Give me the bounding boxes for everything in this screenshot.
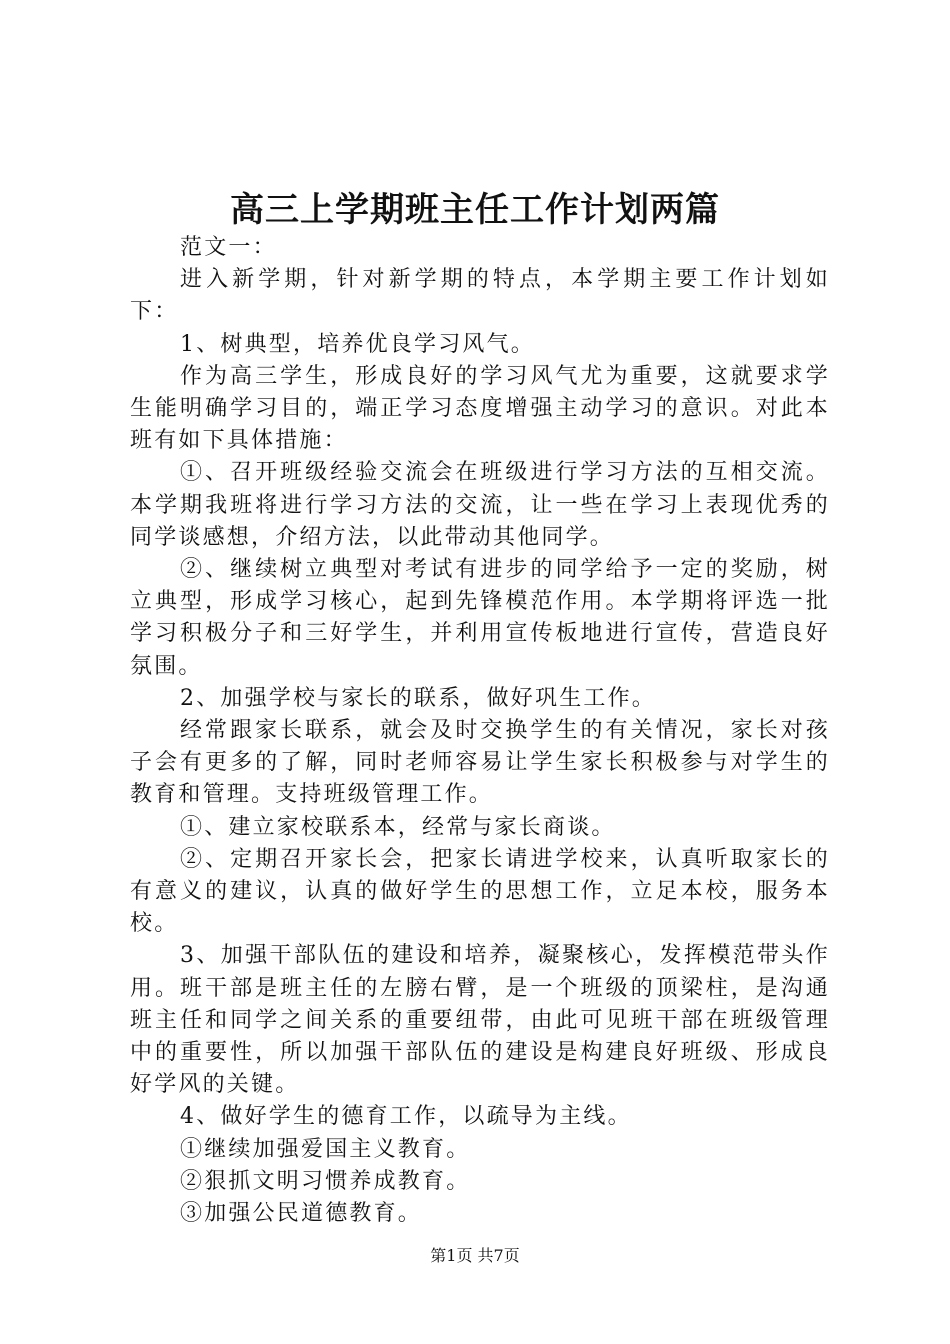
paragraph-measure-4-1: ①继续加强爱国主义教育。 [180,1136,471,1162]
paragraph-parent-contact: 经常跟家长联系，就会及时交换学生的有关情况，家长对孩子会有更多的了解，同时老师容易让学生家长积极参与对学生的教育和管理。支持班级管理工作。 [130,718,830,808]
paragraph-measure-1-2: ②、继续树立典型对考试有进步的同学给予一定的奖励，树立典型，形成学习核心，起到先锋模范作用。本学期将评选一批学习积极分子和三好学生，并利用宣传板地进行宣传，营造良好氛围。 [130,557,830,679]
paragraph-heading-1: 1、树典型，培养优良学习风气。 [180,331,535,357]
paragraph-heading-4: 4、做好学生的德育工作，以疏导为主线。 [180,1104,632,1130]
paragraph-measure-4-2: ②狠抓文明习惯养成教育。 [180,1168,471,1194]
document-title: 高三上学期班主任工作计划两篇 [230,190,720,230]
paragraph-measure-4-3: ③加强公民道德教育。 [180,1201,423,1227]
paragraph-heading-3: 3、加强干部队伍的建设和培养，凝聚核心，发挥模范带头作用。班干部是班主任的左膀右臂，是一个班级的顶梁柱，是沟通班主任和同学之间关系的重要纽带，由此可见班干部在班级管理中的重要性，所以加强干部队伍的建设是构建良好班级、形成良好学风的关键。 [130,943,830,1098]
page-number-footer: 第1页 共7页 [430,1246,520,1265]
paragraph-measure-2-2: ②、定期召开家长会，把家长请进学校来，认真听取家长的有意义的建议，认真的做好学生的思想工作，立足本校，服务本校。 [130,846,830,937]
paragraph-sample-label: 范文一： [180,235,277,260]
paragraph-measure-2-1: ①、建立家校联系本，经常与家长商谈。 [180,814,616,840]
document-body [130,232,830,1230]
paragraph-measure-1-1: ①、召开班级经验交流会在班级进行学习方法的互相交流。本学期我班将进行学习方法的交流，让一些在学习上表现优秀的同学谈感想，介绍方法，以此带动其他同学。 [130,460,830,550]
paragraph-study-atmosphere: 作为高三学生，形成良好的学习风气尤为重要，这就要求学生能明确学习目的，端正学习态度增强主动学习的意识。对此本班有如下具体措施： [130,363,830,454]
paragraph-heading-2: 2、加强学校与家长的联系，做好巩生工作。 [180,685,656,711]
paragraph-intro: 进入新学期，针对新学期的特点，本学期主要工作计划如下： [130,267,830,325]
